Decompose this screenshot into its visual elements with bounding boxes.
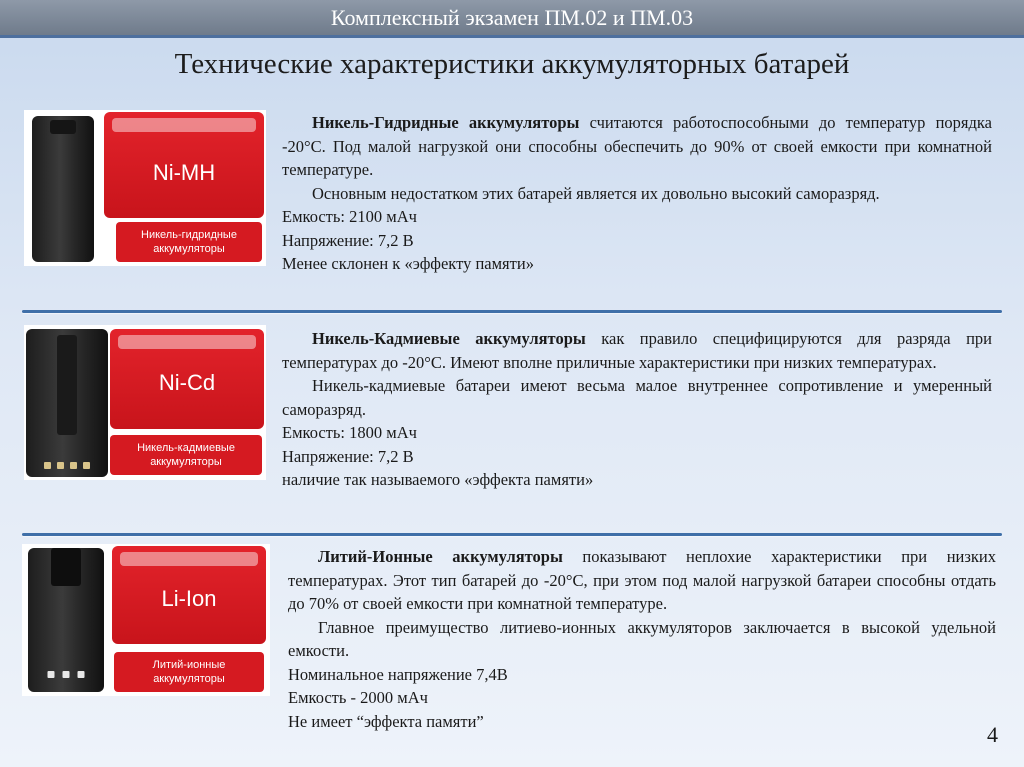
section-separator (22, 533, 1002, 536)
nicd-label: Никель-кадмиевые аккумуляторы (110, 435, 262, 475)
page-number: 4 (987, 722, 998, 747)
nimh-image-card (24, 110, 266, 266)
liion-image-card (22, 544, 270, 696)
nimh-heading: Никель-Гидридные аккумуляторы (312, 113, 580, 132)
nimh-badge: Ni-MH (104, 112, 264, 218)
nimh-label: Никель-гидридные аккумуляторы (116, 222, 262, 262)
nimh-text: Никель-Гидридные аккумуляторы считаются работоспособными до температур порядка -20°С. Под малой нагрузкой они способны обеспечить до 90% от своей емкости при комнатной температуре. Основным недостатком этих батарей является их довольно высокий саморазряд. Емкость: 2100 мАч Напряжение: 7,2 В Менее склонен к «эффекту памяти» (282, 113, 992, 273)
page-title: Технические характеристики аккумуляторных батарей (174, 48, 850, 80)
top-banner-title: Комплексный экзамен ПМ.02 и ПМ.03 (330, 4, 694, 30)
section-separator (22, 310, 1002, 313)
liion-battery-image (28, 548, 104, 692)
nicd-image-card (24, 325, 266, 480)
liion-badge: Li-Ion (112, 546, 266, 644)
nicd-battery-image (26, 329, 108, 477)
liion-label: Литий-ионные аккумуляторы (114, 652, 264, 692)
nicd-heading: Никель-Кадмиевые аккумуляторы (312, 329, 586, 348)
nicd-badge: Ni-Cd (110, 329, 264, 429)
liion-heading: Литий-Ионные аккумуляторы (318, 547, 563, 566)
nicd-text: Никель-Кадмиевые аккумуляторы как правило специфицируются для разряда при температурах до -20°С. Имеют вполне приличные характеристики при низких температурах. Никель-кадмиевые батареи имеют весьма малое внутреннее сопротивление и умеренный саморазряд. Емкость: 1800 мАч Напряжение: 7,2 В наличие так называемого «эффекта памяти» (282, 329, 992, 489)
nimh-battery-image (32, 116, 94, 262)
liion-text: Литий-Ионные аккумуляторы показывают неплохие характеристики при низких температурах. Этот тип батарей до -20°С, при этом под малой нагрузкой батареи способны отдать до 70% от своей емкости при комнатной температуре. Главное преимущество литиево-ионных аккумуляторов заключается в высокой удельной емкости. Номинальное напряжение 7,4В Емкость - 2000 мАч Не имеет “эффекта памяти” (288, 547, 996, 731)
top-banner (0, 0, 1024, 38)
